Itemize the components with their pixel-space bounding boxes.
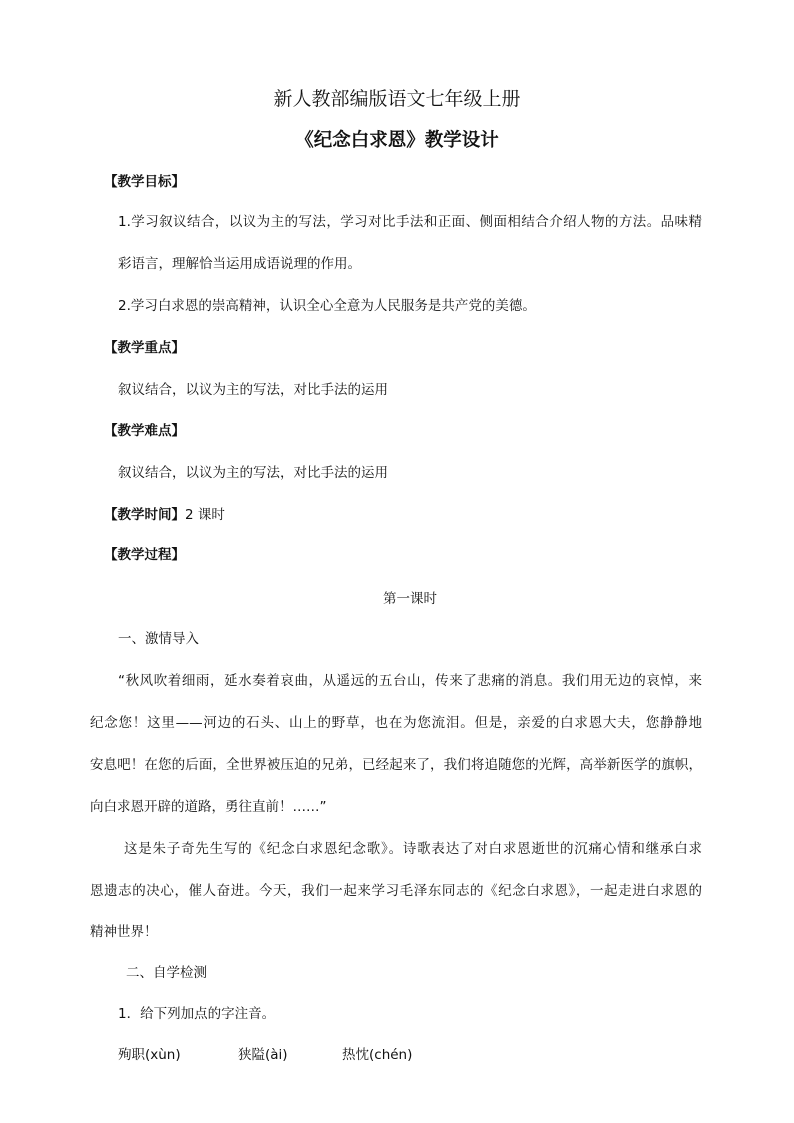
poem-line-4: 向白求恩开辟的道路，勇往直前！……” (90, 799, 327, 815)
process-heading: 【教学过程】 (104, 547, 185, 563)
vocab-pinyin: (chén) (369, 1047, 413, 1063)
vocab-pinyin: (xùn) (145, 1047, 181, 1063)
document-subtitle: 《纪念白求恩》教学设计 (295, 130, 499, 151)
objective-1-line2: 彩语言，理解恰当运用成语说理的作用。 (118, 256, 361, 272)
objectives-heading: 【教学目标】 (104, 174, 185, 190)
key-points-heading: 【教学重点】 (104, 340, 185, 356)
objective-2: 2.学习白求恩的崇高精神，认识全心全意为人民服务是共产党的美德。 (118, 298, 536, 314)
poem-line-3: 安息吧！在您的后面，全世界被压迫的兄弟，已经起来了，我们将追随您的光辉，高举新医学的旗帜， (90, 757, 702, 773)
difficulties-text: 叙议结合，以议为主的写法，对比手法的运用 (118, 465, 388, 481)
poem-line-2: 纪念您！这里——河边的石头、山上的野草，也在为您流泪。但是，亲爱的白求恩大夫，您静静地 (90, 715, 702, 731)
time-value: 2 课时 (185, 507, 225, 523)
key-points-text: 叙议结合，以议为主的写法，对比手法的运用 (118, 382, 388, 398)
vocab-pinyin: (ài) (265, 1047, 288, 1063)
intro-line-2: 恩遗志的决心，催人奋进。今天，我们一起来学习毛泽东同志的《纪念白求恩》，一起走进白求恩的 (90, 883, 702, 899)
objective-1-line1: 1.学习叙议结合，以议为主的写法，学习对比手法和正面、侧面相结合介绍人物的方法。品味精 (118, 214, 702, 230)
part1-heading: 一、激情导入 (118, 631, 199, 647)
intro-line-3: 精神世界！ (90, 924, 158, 940)
time-heading: 【教学时间】 (104, 507, 185, 523)
poem-line-1: “秋风吹着细雨，延水奏着哀曲，从遥远的五台山，传来了悲痛的消息。我们用无边的哀悼，来 (118, 673, 702, 689)
part2-heading: 二、自学检测 (126, 965, 207, 981)
vocab-item (342, 1045, 412, 1065)
vocab-item (238, 1045, 288, 1065)
vocab-word: 热忱 (342, 1047, 369, 1063)
intro-line-1: 这是朱子奇先生写的《纪念白求恩纪念歌》。诗歌表达了对白求恩逝世的沉痛心情和继承白求 (124, 841, 702, 857)
document-title: 新人教部编版语文七年级上册 (273, 88, 521, 110)
lesson-title: 第一课时 (383, 591, 437, 607)
exercise-1: 1．给下列加点的字注音。 (118, 1006, 276, 1022)
difficulties-heading: 【教学难点】 (104, 423, 185, 439)
time-row (104, 505, 404, 525)
vocab-item (118, 1045, 181, 1065)
vocab-word: 殉职 (118, 1047, 145, 1063)
vocab-word: 狭隘 (238, 1047, 265, 1063)
